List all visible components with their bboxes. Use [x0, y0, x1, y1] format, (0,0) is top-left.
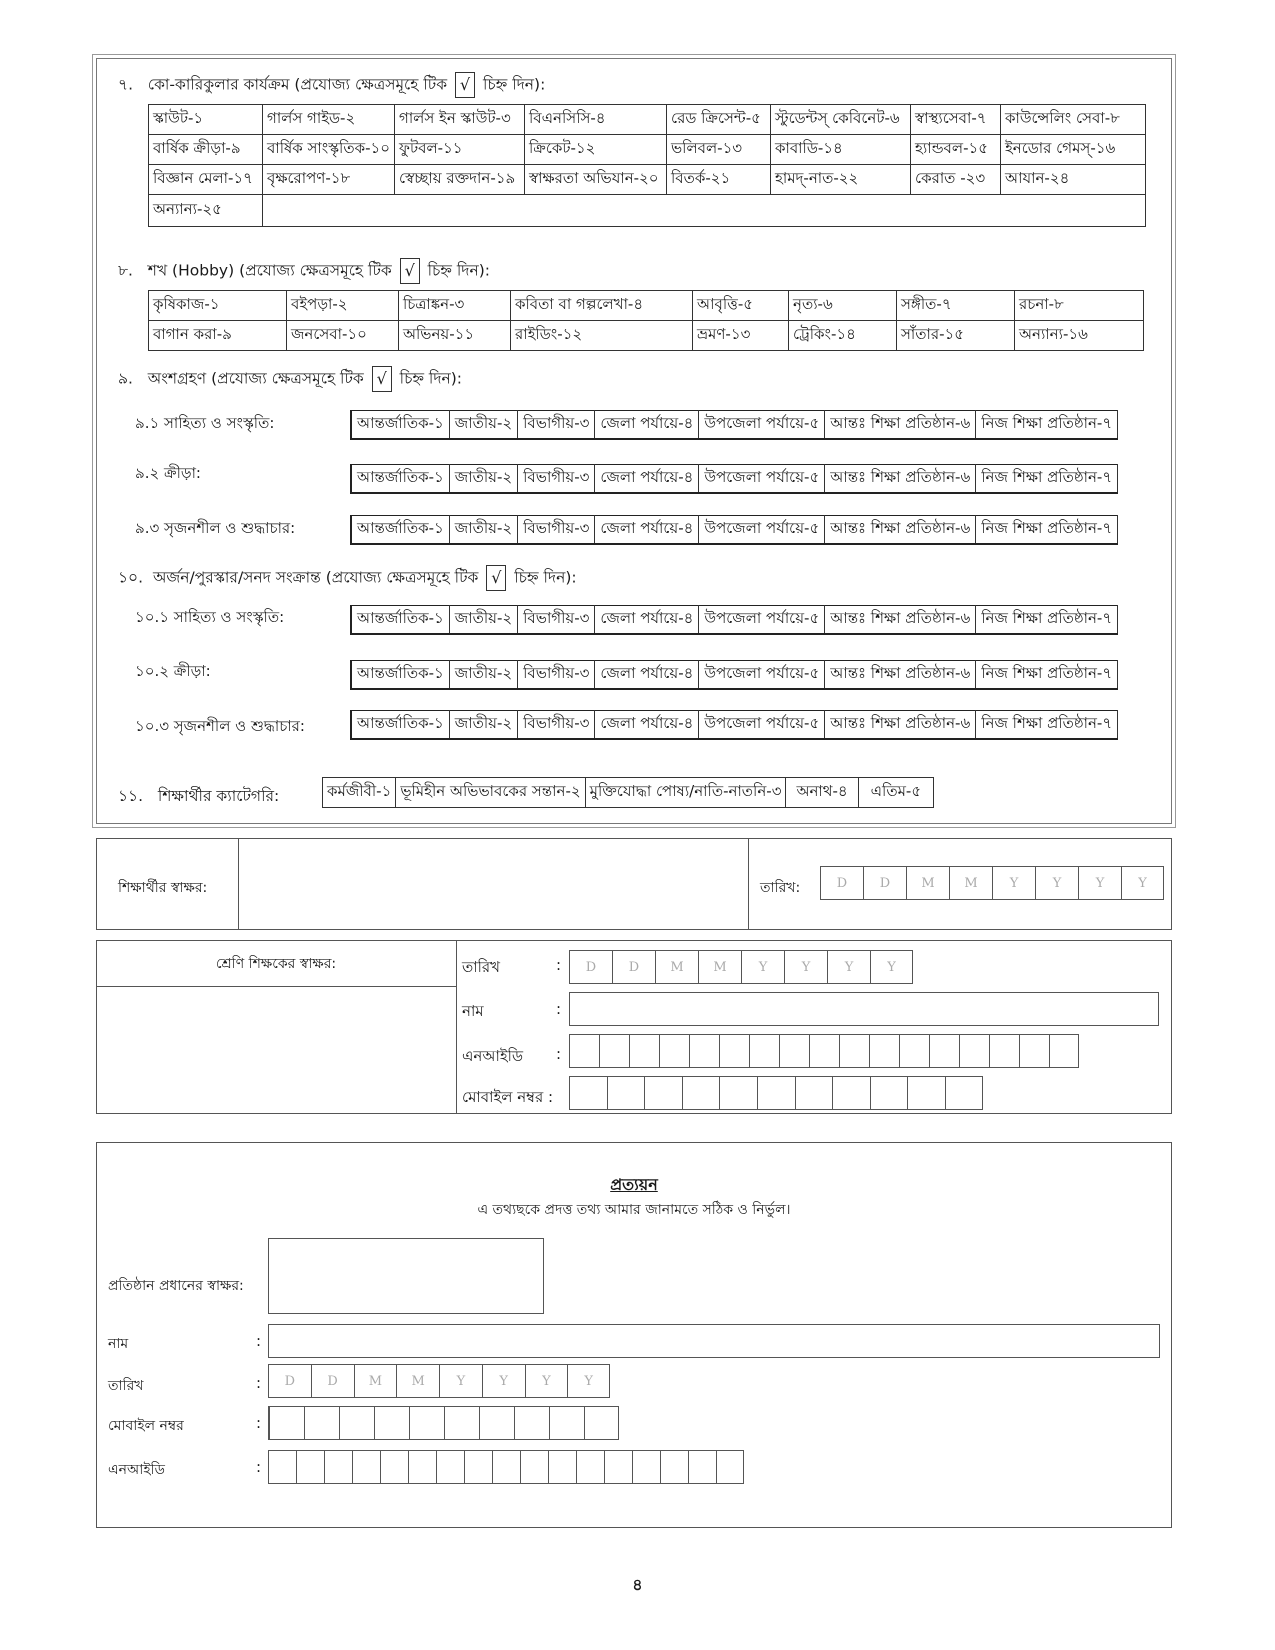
option-cell[interactable]: চিত্রাঙ্কন-৩: [399, 291, 511, 321]
level-option[interactable]: আন্তঃ শিক্ষা প্রতিষ্ঠান-৬: [825, 606, 976, 634]
teacher-name-label: নাম: [462, 1002, 484, 1020]
q9-1-levels: [350, 410, 1118, 440]
level-option[interactable]: জাতীয়-২: [449, 606, 517, 634]
digit-box[interactable]: [809, 1034, 839, 1068]
tick-mark-icon: √: [372, 366, 392, 392]
q9-2-levels: [350, 464, 1118, 494]
category-option[interactable]: কর্মজীবী-১: [323, 778, 396, 808]
date-box[interactable]: D: [311, 1364, 354, 1398]
level-option[interactable]: আন্তঃ শিক্ষা প্রতিষ্ঠান-৬: [825, 711, 976, 739]
digit-box[interactable]: [757, 1076, 795, 1110]
option-cell-other[interactable]: অন্যান্য-২৫: [149, 195, 263, 227]
option-cell[interactable]: বিতর্ক-২১: [666, 165, 770, 195]
level-option[interactable]: জেলা পর্যায়ে-৪: [595, 606, 699, 634]
date-box[interactable]: Y: [525, 1364, 568, 1398]
head-mobile-label: মোবাইল নম্বর: [108, 1418, 184, 1434]
q9-heading: [118, 366, 462, 393]
divider: [456, 940, 457, 1114]
option-cell[interactable]: ট্রেকিং-১৪: [789, 321, 897, 351]
q11-label: শিক্ষার্থীর ক্যাটেগরি:: [157, 787, 280, 805]
level-option[interactable]: আন্তর্জাতিক-১: [351, 516, 449, 544]
level-option[interactable]: বিভাগীয়-৩: [518, 711, 595, 739]
level-option[interactable]: জাতীয়-২: [449, 661, 517, 689]
q9-3-levels: [350, 515, 1118, 545]
digit-box[interactable]: [629, 1034, 659, 1068]
digit-box[interactable]: [374, 1406, 409, 1440]
digit-box[interactable]: [644, 1076, 682, 1110]
option-cell[interactable]: স্বেচ্ছায় রক্তদান-১৯: [394, 165, 524, 195]
q8-text-after: চিহ্ন দিন):: [427, 261, 490, 280]
level-option[interactable]: উপজেলা পর্যায়ে-৫: [699, 465, 825, 493]
head-mobile-field[interactable]: [268, 1406, 619, 1440]
date-box[interactable]: Y: [1121, 866, 1164, 900]
digit-box[interactable]: [1049, 1034, 1079, 1068]
q10-1-levels: [350, 605, 1118, 635]
date-box[interactable]: D: [268, 1364, 311, 1398]
digit-box[interactable]: [719, 1076, 757, 1110]
level-option[interactable]: নিজ শিক্ষা প্রতিষ্ঠান-৭: [976, 711, 1118, 739]
option-cell[interactable]: জনসেবা-১০: [287, 321, 399, 351]
date-box[interactable]: D: [820, 866, 863, 900]
q9-text-after: চিহ্ন দিন):: [399, 369, 462, 388]
level-option[interactable]: জেলা পর্যায়ে-৪: [595, 465, 699, 493]
level-option[interactable]: বিভাগীয়-৩: [518, 411, 595, 439]
date-box[interactable]: Y: [992, 866, 1035, 900]
q7-number: ৭.: [118, 75, 134, 94]
q10-text-after: চিহ্ন দিন):: [514, 568, 577, 587]
option-cell[interactable]: সাঁতার-১৫: [897, 321, 1015, 351]
colon: :: [556, 956, 562, 974]
digit-box[interactable]: [989, 1034, 1019, 1068]
date-box[interactable]: M: [949, 866, 992, 900]
attestation-statement: এ তথ্যছকে প্রদত্ত তথ্য আমার জানামতে সঠিক ও নির্ভুল।: [477, 1202, 791, 1218]
q9-2-label: ৯.২ ক্রীড়া:: [135, 464, 201, 482]
digit-box[interactable]: [795, 1076, 833, 1110]
digit-box[interactable]: [436, 1450, 464, 1484]
colon: :: [256, 1374, 262, 1392]
digit-box[interactable]: [492, 1450, 520, 1484]
digit-box[interactable]: [632, 1450, 660, 1484]
digit-box[interactable]: [409, 1406, 444, 1440]
q7-cocurricular-table: [148, 104, 1146, 227]
digit-box[interactable]: [689, 1034, 719, 1068]
date-box[interactable]: Y: [827, 950, 870, 984]
head-name-field[interactable]: [268, 1324, 1160, 1358]
q10-1-label: ১০.১ সাহিত্য ও সংস্কৃতি:: [135, 608, 285, 626]
level-option[interactable]: আন্তঃ শিক্ষা প্রতিষ্ঠান-৬: [825, 465, 976, 493]
q9-3-label: ৯.৩ সৃজনশীল ও শুদ্ধাচার:: [135, 519, 296, 537]
option-cell[interactable]: ফুটবল-১১: [394, 135, 524, 165]
digit-box[interactable]: [945, 1076, 983, 1110]
digit-box[interactable]: [682, 1076, 720, 1110]
level-option[interactable]: আন্তর্জাতিক-১: [351, 711, 449, 739]
option-cell[interactable]: বৃক্ষরোপণ-১৮: [263, 165, 395, 195]
level-option[interactable]: জাতীয়-২: [449, 516, 517, 544]
digit-box[interactable]: [548, 1450, 576, 1484]
digit-box[interactable]: [659, 1034, 689, 1068]
q10-2-levels: [350, 660, 1118, 690]
date-box[interactable]: D: [569, 950, 612, 984]
level-option[interactable]: আন্তঃ শিক্ষা প্রতিষ্ঠান-৬: [825, 661, 976, 689]
option-cell[interactable]: কবিতা বা গল্পলেখা-৪: [511, 291, 693, 321]
digit-box[interactable]: [959, 1034, 989, 1068]
option-cell[interactable]: ক্রিকেট-১২: [524, 135, 666, 165]
q7-text-after: চিহ্ন দিন):: [482, 75, 546, 94]
digit-box[interactable]: [660, 1450, 688, 1484]
level-option[interactable]: নিজ শিক্ষা প্রতিষ্ঠান-৭: [976, 661, 1118, 689]
head-nid-label: এনআইডি: [108, 1462, 165, 1478]
digit-box[interactable]: [576, 1450, 604, 1484]
date-box[interactable]: Y: [567, 1364, 610, 1398]
q9-text: অংশগ্রহণ (প্রযোজ্য ক্ষেত্রসমূহে টিক: [147, 369, 364, 388]
option-cell[interactable]: ভলিবল-১৩: [666, 135, 770, 165]
date-box[interactable]: M: [655, 950, 698, 984]
level-option[interactable]: জাতীয়-২: [449, 411, 517, 439]
tick-mark-icon: √: [486, 565, 506, 591]
digit-box[interactable]: [599, 1034, 629, 1068]
level-option[interactable]: বিভাগীয়-৩: [518, 465, 595, 493]
digit-box[interactable]: [899, 1034, 929, 1068]
level-option[interactable]: আন্তর্জাতিক-১: [351, 661, 449, 689]
category-option[interactable]: অনাথ-৪: [786, 778, 858, 808]
level-option[interactable]: জেলা পর্যায়ে-৪: [595, 711, 699, 739]
head-date-label: তারিখ: [108, 1378, 144, 1394]
digit-box[interactable]: [716, 1450, 744, 1484]
colon: :: [556, 1045, 562, 1063]
q10-number: ১০.: [118, 568, 144, 587]
digit-box[interactable]: [929, 1034, 959, 1068]
option-cell[interactable]: ইনডোর গেমস্-১৬: [1000, 135, 1145, 165]
option-cell[interactable]: কাউন্সেলিং সেবা-৮: [1000, 105, 1145, 135]
option-cell[interactable]: গার্লস গাইড-২: [263, 105, 395, 135]
colon: :: [556, 1000, 562, 1018]
option-cell[interactable]: রচনা-৮: [1015, 291, 1144, 321]
q8-hobby-table: [148, 290, 1144, 351]
level-option[interactable]: বিভাগীয়-৩: [518, 661, 595, 689]
option-cell[interactable]: কেরাত -২৩: [910, 165, 1000, 195]
page-number: ৪: [632, 1575, 643, 1594]
date-box[interactable]: Y: [741, 950, 784, 984]
level-option[interactable]: নিজ শিক্ষা প্রতিষ্ঠান-৭: [976, 465, 1118, 493]
option-cell[interactable]: স্কাউট-১: [149, 105, 263, 135]
q10-3-levels: [350, 710, 1118, 740]
digit-box[interactable]: [604, 1450, 632, 1484]
option-cell[interactable]: রেড ক্রিসেন্ট-৫: [666, 105, 770, 135]
option-cell[interactable]: স্টুডেন্টস্ কেবিনেট-৬: [770, 105, 910, 135]
date-box[interactable]: Y: [1078, 866, 1121, 900]
colon: :: [256, 1414, 262, 1432]
digit-box[interactable]: [464, 1450, 492, 1484]
option-cell[interactable]: হামদ্-নাত-২২: [770, 165, 910, 195]
head-signature-field[interactable]: [268, 1238, 544, 1314]
student-signature-field[interactable]: [239, 839, 748, 929]
date-box[interactable]: M: [354, 1364, 397, 1398]
q8-text: শখ (Hobby) (প্রযোজ্য ক্ষেত্রসমূহে টিক: [147, 261, 392, 280]
teacher-date-field[interactable]: [569, 950, 913, 984]
q8-heading: [118, 258, 490, 285]
head-nid-field[interactable]: [268, 1450, 744, 1484]
q10-heading: [118, 565, 577, 592]
level-option[interactable]: নিজ শিক্ষা প্রতিষ্ঠান-৭: [976, 411, 1118, 439]
date-box[interactable]: D: [612, 950, 655, 984]
digit-box[interactable]: [304, 1406, 339, 1440]
option-cell[interactable]: কৃষিকাজ-১: [149, 291, 287, 321]
date-box[interactable]: M: [396, 1364, 439, 1398]
digit-box[interactable]: [584, 1406, 619, 1440]
level-option[interactable]: জেলা পর্যায়ে-৪: [595, 661, 699, 689]
level-option[interactable]: জাতীয়-২: [449, 465, 517, 493]
digit-box[interactable]: [688, 1450, 716, 1484]
teacher-sign-label: শ্রেণি শিক্ষকের স্বাক্ষর:: [215, 956, 337, 972]
digit-box[interactable]: [569, 1034, 599, 1068]
teacher-name-field[interactable]: [569, 992, 1159, 1026]
date-box[interactable]: Y: [439, 1364, 482, 1398]
digit-box[interactable]: [870, 1076, 908, 1110]
level-option[interactable]: জেলা পর্যায়ে-৪: [595, 411, 699, 439]
option-cell[interactable]: বার্ষিক ক্রীড়া-৯: [149, 135, 263, 165]
colon: :: [256, 1458, 262, 1476]
level-option[interactable]: বিভাগীয়-৩: [518, 606, 595, 634]
category-option[interactable]: ভূমিহীন অভিভাবকের সন্তান-২: [396, 778, 585, 808]
level-option[interactable]: উপজেলা পর্যায়ে-৫: [699, 711, 825, 739]
date-box[interactable]: Y: [870, 950, 913, 984]
student-date-field[interactable]: [820, 866, 1164, 900]
teacher-nid-field[interactable]: [569, 1034, 1079, 1068]
level-option[interactable]: উপজেলা পর্যায়ে-৫: [699, 661, 825, 689]
q11-heading: [118, 784, 279, 810]
level-option[interactable]: নিজ শিক্ষা প্রতিষ্ঠান-৭: [976, 606, 1118, 634]
tick-mark-icon: √: [400, 258, 420, 284]
option-cell[interactable]: হ্যান্ডবল-১৫: [910, 135, 1000, 165]
student-date-label: তারিখ:: [760, 880, 801, 896]
option-cell[interactable]: আযান-২৪: [1000, 165, 1145, 195]
q7-heading: [118, 72, 545, 99]
q7-text: কো-কারিকুলার কার্যক্রম (প্রযোজ্য ক্ষেত্রসমূহে টিক: [147, 75, 448, 94]
level-option[interactable]: আন্তঃ শিক্ষা প্রতিষ্ঠান-৬: [825, 411, 976, 439]
digit-box[interactable]: [268, 1450, 296, 1484]
digit-box[interactable]: [520, 1450, 548, 1484]
level-option[interactable]: আন্তর্জাতিক-১: [351, 411, 449, 439]
level-option[interactable]: উপজেলা পর্যায়ে-৫: [699, 411, 825, 439]
option-cell[interactable]: বিএনসিসি-৪: [524, 105, 666, 135]
digit-box[interactable]: [269, 1406, 304, 1440]
option-cell[interactable]: রাইডিং-১২: [511, 321, 693, 351]
teacher-nid-label: এনআইডি: [462, 1047, 523, 1065]
student-sign-label: শিক্ষার্থীর স্বাক্ষর:: [118, 880, 208, 896]
digit-box[interactable]: [352, 1450, 380, 1484]
digit-box[interactable]: [869, 1034, 899, 1068]
digit-box[interactable]: [339, 1406, 374, 1440]
head-name-label: নাম: [108, 1336, 129, 1352]
option-cell[interactable]: ভ্রমণ-১৩: [693, 321, 789, 351]
digit-box[interactable]: [514, 1406, 549, 1440]
digit-box[interactable]: [719, 1034, 749, 1068]
teacher-mobile-label: মোবাইল নম্বর :: [462, 1088, 554, 1106]
date-box[interactable]: D: [863, 866, 906, 900]
level-option[interactable]: বিভাগীয়-৩: [518, 516, 595, 544]
digit-box[interactable]: [549, 1406, 584, 1440]
digit-box[interactable]: [569, 1076, 607, 1110]
digit-box[interactable]: [479, 1406, 514, 1440]
date-box[interactable]: Y: [784, 950, 827, 984]
date-box[interactable]: M: [906, 866, 949, 900]
digit-box[interactable]: [607, 1076, 645, 1110]
option-cell[interactable]: স্বাক্ষরতা অভিযান-২০: [524, 165, 666, 195]
q10-3-label: ১০.৩ সৃজনশীল ও শুদ্ধাচার:: [135, 717, 305, 735]
digit-box[interactable]: [839, 1034, 869, 1068]
head-date-field[interactable]: [268, 1364, 610, 1398]
category-option[interactable]: মুক্তিযোদ্ধা পোষ্য/নাতি-নাতনি-৩: [585, 778, 786, 808]
digit-box[interactable]: [832, 1076, 870, 1110]
q9-number: ৯.: [118, 369, 133, 388]
teacher-mobile-field[interactable]: [569, 1076, 983, 1110]
digit-box[interactable]: [907, 1076, 945, 1110]
tick-mark-icon: √: [455, 72, 475, 98]
attestation-title: প্রত্যয়ন: [610, 1175, 658, 1194]
option-cell[interactable]: স্বাস্থ্যসেবা-৭: [910, 105, 1000, 135]
q10-2-label: ১০.২ ক্রীড়া:: [135, 662, 211, 680]
digit-box[interactable]: [408, 1450, 436, 1484]
level-option[interactable]: আন্তর্জাতিক-১: [351, 606, 449, 634]
level-option[interactable]: আন্তর্জাতিক-১: [351, 465, 449, 493]
date-box[interactable]: Y: [1035, 866, 1078, 900]
level-option[interactable]: উপজেলা পর্যায়ে-৫: [699, 606, 825, 634]
digit-box[interactable]: [1019, 1034, 1049, 1068]
digit-box[interactable]: [749, 1034, 779, 1068]
option-cell[interactable]: অভিনয়-১১: [399, 321, 511, 351]
option-cell[interactable]: আবৃত্তি-৫: [693, 291, 789, 321]
head-sign-label: প্রতিষ্ঠান প্রধানের স্বাক্ষর:: [108, 1278, 244, 1294]
digit-box[interactable]: [380, 1450, 408, 1484]
digit-box[interactable]: [444, 1406, 479, 1440]
category-option[interactable]: এতিম-৫: [858, 778, 933, 808]
digit-box[interactable]: [296, 1450, 324, 1484]
level-option[interactable]: নিজ শিক্ষা প্রতিষ্ঠান-৭: [976, 516, 1118, 544]
digit-box[interactable]: [324, 1450, 352, 1484]
other-input-field[interactable]: [263, 195, 1146, 227]
q11-category-table: [322, 777, 934, 808]
date-box[interactable]: M: [698, 950, 741, 984]
teacher-date-label: তারিখ: [462, 958, 500, 976]
option-cell[interactable]: সঙ্গীত-৭: [897, 291, 1015, 321]
date-box[interactable]: Y: [482, 1364, 525, 1398]
teacher-signature-field[interactable]: [97, 987, 455, 1113]
option-cell[interactable]: নৃত্য-৬: [789, 291, 897, 321]
colon: :: [256, 1332, 262, 1350]
q10-text: অর্জন/পুরস্কার/সনদ সংক্রান্ত (প্রযোজ্য ক্ষেত্রসমূহে টিক: [152, 568, 479, 587]
q11-number: ১১.: [118, 787, 144, 805]
option-cell[interactable]: গার্লস ইন স্কাউট-৩: [394, 105, 524, 135]
divider: [748, 838, 749, 930]
option-cell[interactable]: বিজ্ঞান মেলা-১৭: [149, 165, 263, 195]
option-cell[interactable]: কাবাডি-১৪: [770, 135, 910, 165]
level-option[interactable]: উপজেলা পর্যায়ে-৫: [699, 516, 825, 544]
level-option[interactable]: জাতীয়-২: [449, 711, 517, 739]
option-cell[interactable]: অন্যান্য-১৬: [1015, 321, 1144, 351]
level-option[interactable]: আন্তঃ শিক্ষা প্রতিষ্ঠান-৬: [825, 516, 976, 544]
level-option[interactable]: জেলা পর্যায়ে-৪: [595, 516, 699, 544]
q8-number: ৮.: [118, 261, 133, 280]
digit-box[interactable]: [779, 1034, 809, 1068]
q9-1-label: ৯.১ সাহিত্য ও সংস্কৃতি:: [135, 414, 275, 432]
option-cell[interactable]: বার্ষিক সাংস্কৃতিক-১০: [263, 135, 395, 165]
option-cell[interactable]: বাগান করা-৯: [149, 321, 287, 351]
option-cell[interactable]: বইপড়া-২: [287, 291, 399, 321]
